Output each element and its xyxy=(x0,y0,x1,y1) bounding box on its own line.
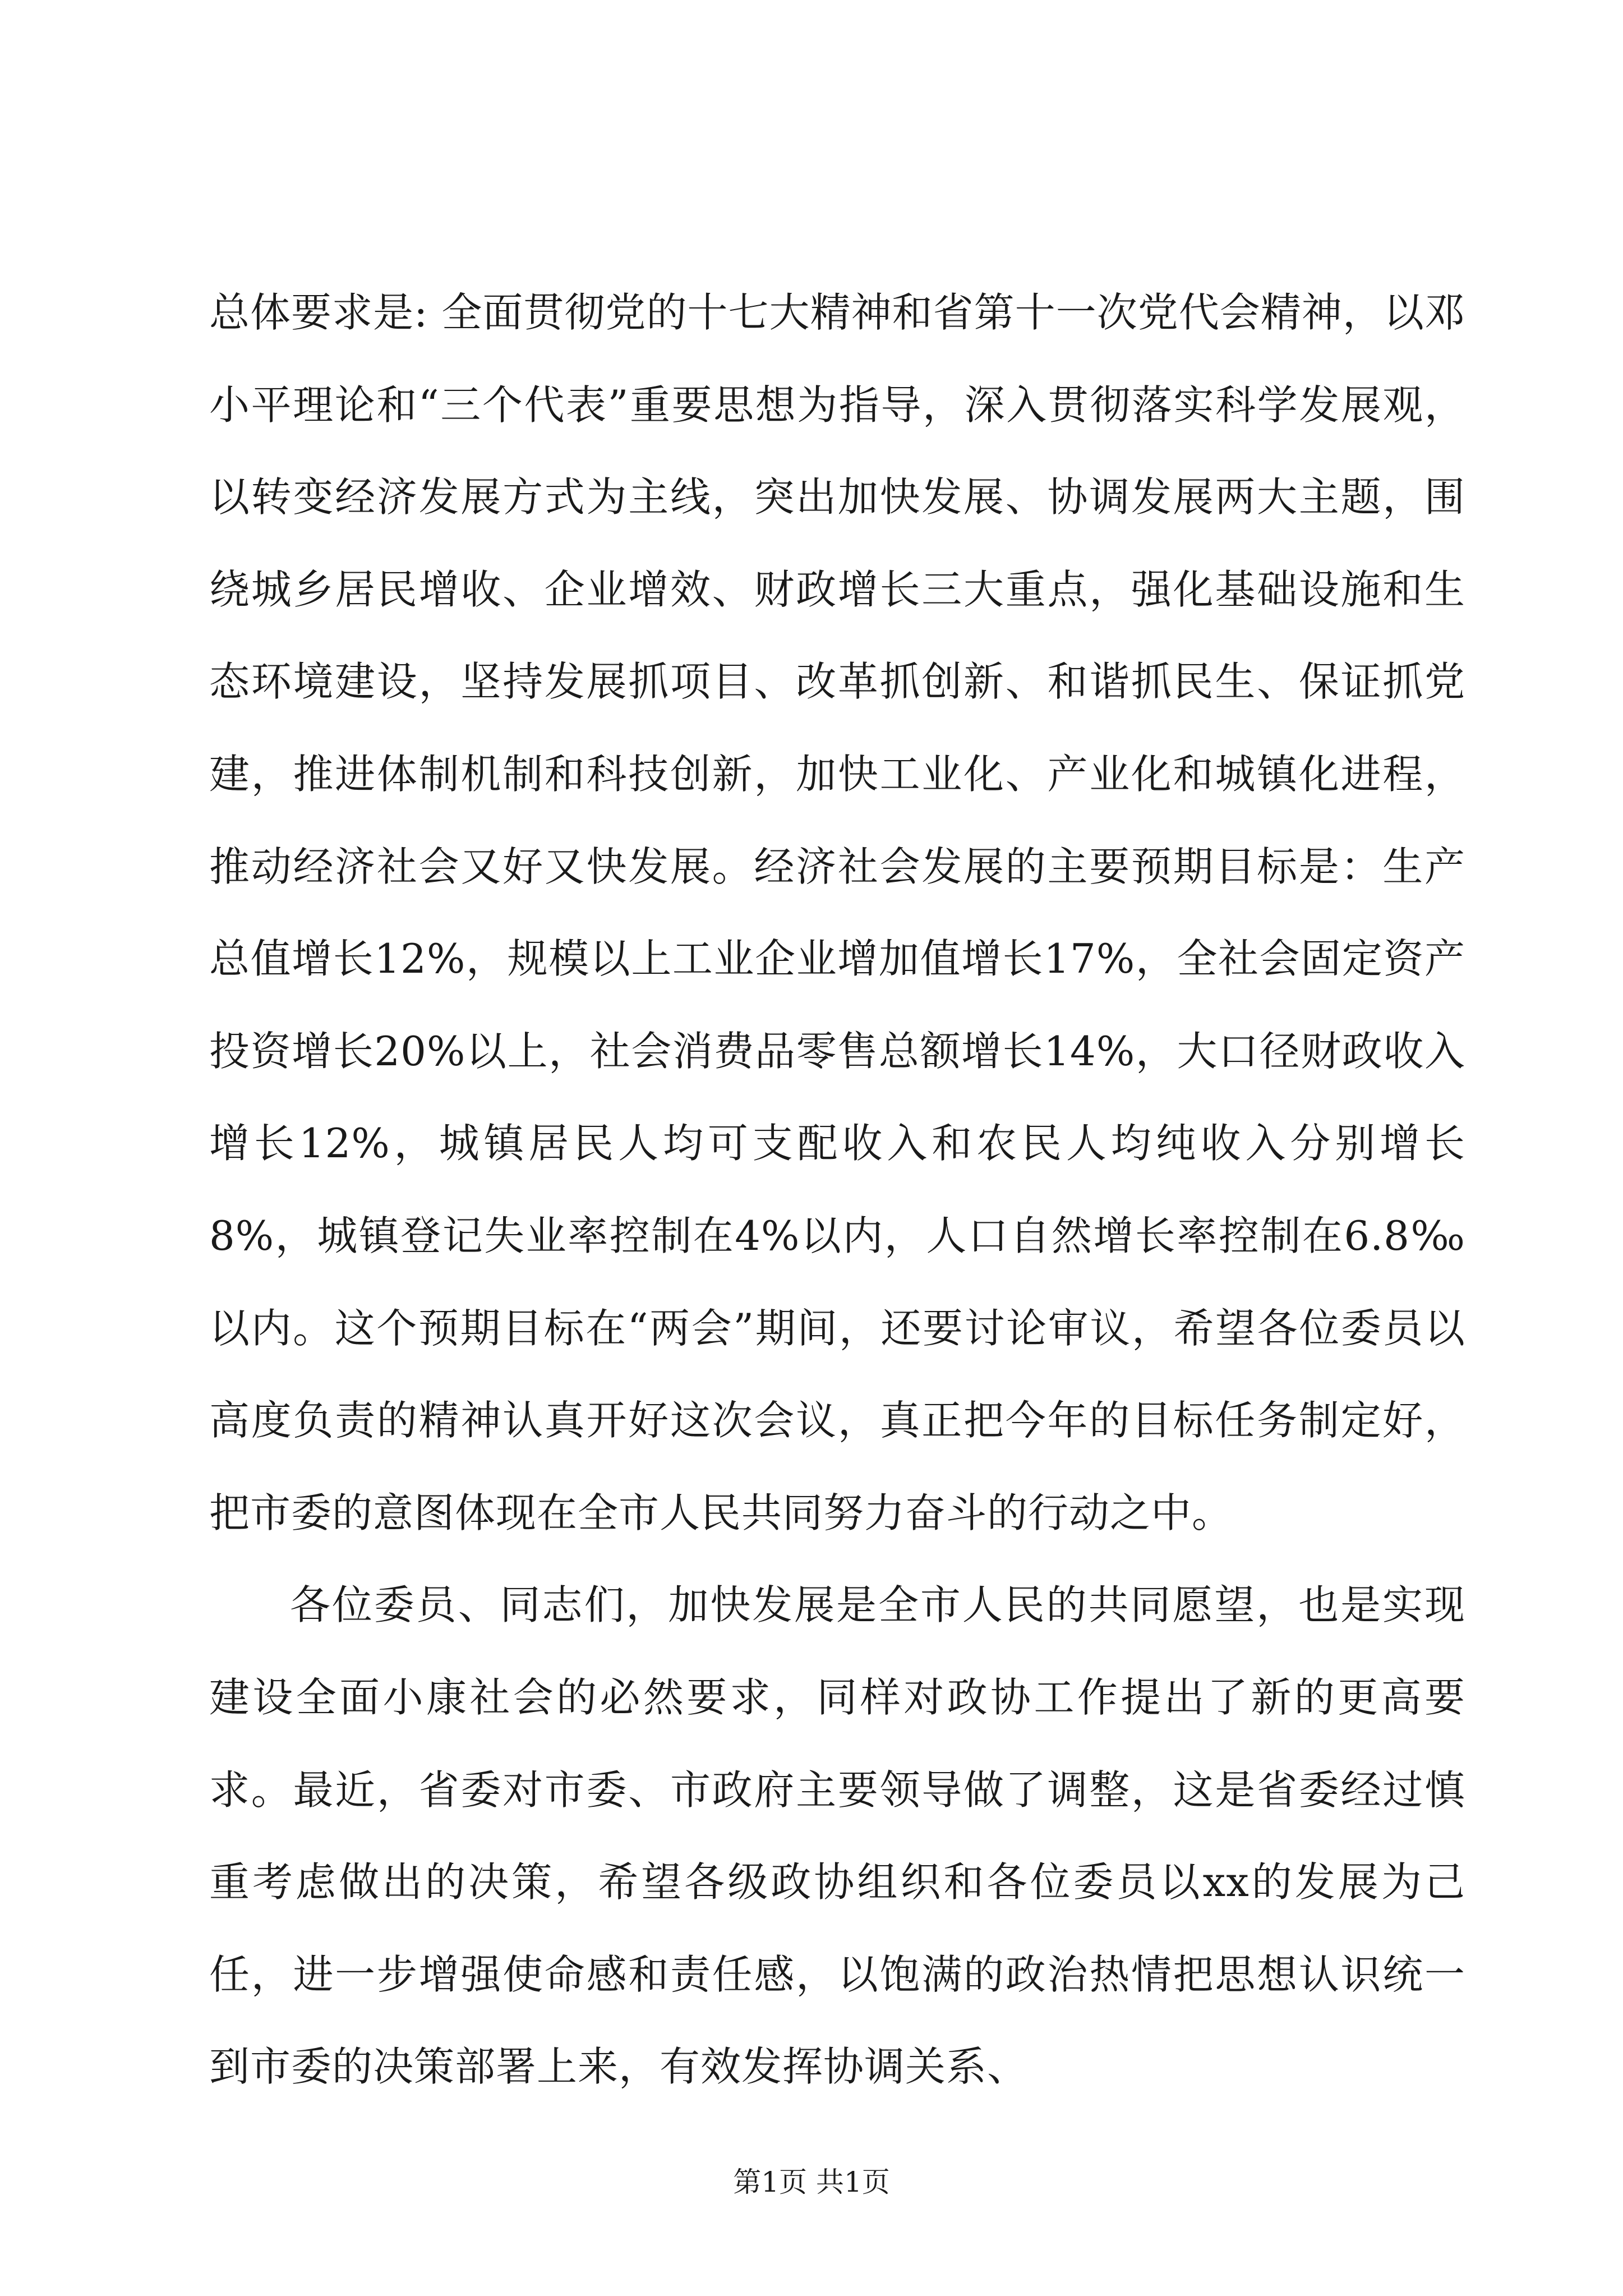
paragraph-1: 总体要求是: 全面贯彻党的十七大精神和省第十一次党代会精神，以邓小平理论和“三个代表”重要思想为指导，深入贯彻落实科学发展观，以转变经济发展方式为主线，突出加快发展、协调发展两大主题，围绕城乡居民增收、企业增效、财政增长三大重点，强化基础设施和生态环境建设，坚持发展抓项目、改革抓创新、和谐抓民生、保证抓党建，推进体制机制和科技创新，加快工业化、产业化和城镇化进程，推动经济社会又好又快发展。经济社会发展的主要预期目标是：生产总值增长12%，规模以上工业企业增加值增长17%，全社会固定资产投资增长20%以上，社会消费品零售总额增长14%，大口径财政收入增长12%，城镇居民人均可支配收入和农民人均纯收入分别增长8%，城镇登记失业率控制在4%以内，人口自然增长率控制在6.8‰以内。这个预期目标在“两会”期间，还要讨论审议，希望各位委员以高度负责的精神认真开好这次会议，真正把今年的目标任务制定好，把市委的意图体现在全市人民共同努力奋斗的行动之中。 xyxy=(209,289,1465,1536)
document-body xyxy=(209,266,1465,2113)
page-footer: 第1页 共1页 xyxy=(733,2166,890,2198)
paragraph-2: 各位委员、同志们，加快发展是全市人民的共同愿望，也是实现建设全面小康社会的必然要求，同样对政协工作提出了新的更高要求。最近，省委对市委、市政府主要领导做了调整，这是省委经过慎重考虑做出的决策，希望各级政协组织和各位委员以xx的发展为己任，进一步增强使命感和责任感，以饱满的政治热情把思想认识统一到市委的决策部署上来，有效发挥协调关系、 xyxy=(209,1581,1465,2091)
